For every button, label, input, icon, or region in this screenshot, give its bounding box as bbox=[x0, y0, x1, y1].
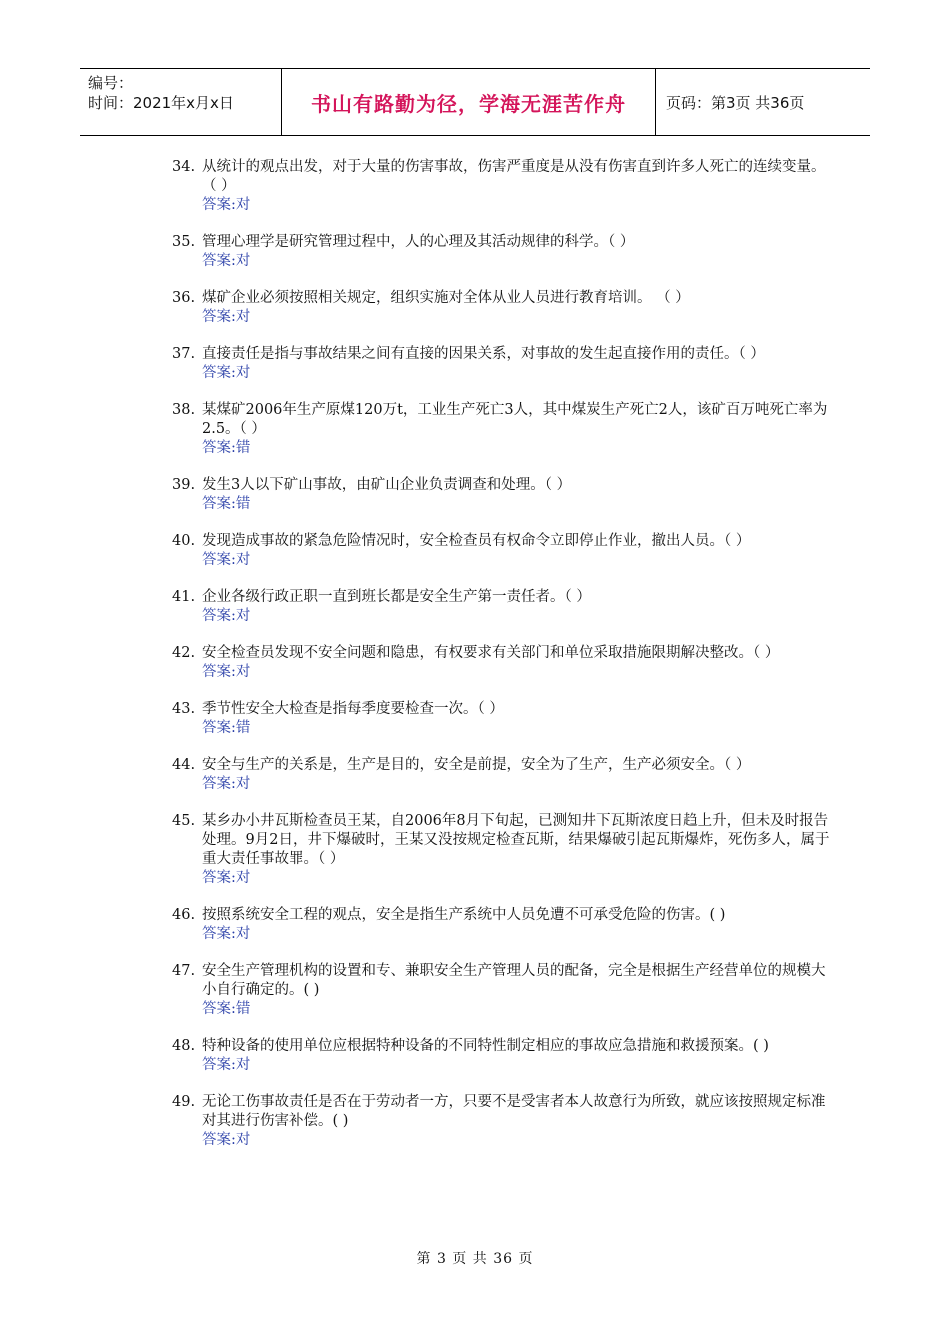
answer-label: 答案:对 bbox=[202, 1057, 251, 1073]
answer-label: 答案:错 bbox=[202, 720, 251, 736]
question-line bbox=[172, 812, 832, 869]
document-code-label: 编号： bbox=[88, 74, 134, 92]
question-text: 煤矿企业必须按照相关规定，组织实施对全体从业人员进行教育培训。 （ ） bbox=[202, 290, 690, 306]
question-item bbox=[172, 906, 832, 943]
answer-label: 答案:对 bbox=[202, 365, 251, 381]
question-item bbox=[172, 233, 832, 270]
answer-label: 答案:对 bbox=[202, 608, 251, 624]
question-item bbox=[172, 1037, 832, 1074]
question-item bbox=[172, 345, 832, 382]
question-number: 37. bbox=[172, 346, 196, 362]
question-text: 管理心理学是研究管理过程中，人的心理及其活动规律的科学。（ ） bbox=[202, 234, 635, 250]
question-item bbox=[172, 532, 832, 569]
question-item bbox=[172, 812, 832, 887]
question-line bbox=[172, 476, 832, 495]
question-number: 36. bbox=[172, 290, 196, 306]
question-line bbox=[172, 158, 832, 196]
question-text: 企业各级行政正职一直到班长都是安全生产第一责任者。（ ） bbox=[202, 589, 591, 605]
question-text: 安全检查员发现不安全问题和隐患，有权要求有关部门和单位采取措施限期解决整改。（ ） bbox=[202, 645, 780, 661]
page-header bbox=[80, 68, 870, 136]
question-item bbox=[172, 401, 832, 457]
question-item bbox=[172, 158, 832, 214]
question-line bbox=[172, 906, 832, 925]
question-number: 40. bbox=[172, 533, 196, 549]
answer-label: 答案:对 bbox=[202, 309, 251, 325]
question-item bbox=[172, 289, 832, 326]
question-text: 发现造成事故的紧急危险情况时，安全检查员有权命令立即停止作业，撤出人员。（ ） bbox=[202, 533, 751, 549]
question-line bbox=[172, 588, 832, 607]
question-item bbox=[172, 476, 832, 513]
question-number: 44. bbox=[172, 757, 196, 773]
answer-label: 答案:对 bbox=[202, 1132, 251, 1148]
answer-label: 答案:对 bbox=[202, 776, 251, 792]
answer-label: 答案:对 bbox=[202, 926, 251, 942]
question-number: 43. bbox=[172, 701, 196, 717]
answer-label: 答案:对 bbox=[202, 664, 251, 680]
question-number: 47. bbox=[172, 963, 196, 979]
question-text: 某煤矿2006年生产原煤120万t，工业生产死亡3人，其中煤炭生产死亡2人，该矿百万吨死亡率为2.5。（ ） bbox=[202, 402, 828, 437]
question-item bbox=[172, 756, 832, 793]
question-item bbox=[172, 1093, 832, 1149]
question-text: 安全与生产的关系是，生产是目的，安全是前提，安全为了生产，生产必须安全。（ ） bbox=[202, 757, 751, 773]
question-item bbox=[172, 700, 832, 737]
question-number: 46. bbox=[172, 907, 196, 923]
question-number: 39. bbox=[172, 477, 196, 493]
question-number: 35. bbox=[172, 234, 196, 250]
question-number: 38. bbox=[172, 402, 196, 418]
answer-label: 答案:对 bbox=[202, 253, 251, 269]
question-number: 42. bbox=[172, 645, 196, 661]
question-list bbox=[172, 158, 832, 1168]
question-line bbox=[172, 1093, 832, 1131]
question-line bbox=[172, 1037, 832, 1056]
header-motto: 书山有路勤为径，学海无涯苦作舟 bbox=[282, 69, 656, 135]
header-left-cell bbox=[80, 69, 282, 135]
question-text: 特种设备的使用单位应根据特种设备的不同特性制定相应的事故应急措施和救援预案。( ) bbox=[202, 1038, 769, 1054]
question-number: 48. bbox=[172, 1038, 196, 1054]
page-footer: 第 3 页 共 36 页 bbox=[416, 1251, 534, 1267]
answer-label: 答案:错 bbox=[202, 1001, 251, 1017]
answer-label: 答案:错 bbox=[202, 440, 251, 456]
question-number: 34. bbox=[172, 159, 196, 175]
question-text: 某乡办小井瓦斯检查员王某，自2006年8月下旬起，已测知井下瓦斯浓度日趋上升，但未及时报告处理。9月2日，井下爆破时，王某又没按规定检查瓦斯，结果爆破引起瓦斯爆炸，死伤多人，属于重大责任事故罪。（ ） bbox=[202, 813, 830, 867]
question-line bbox=[172, 532, 832, 551]
question-text: 季节性安全大检查是指每季度要检查一次。（ ） bbox=[202, 701, 504, 717]
answer-label: 答案:错 bbox=[202, 496, 251, 512]
question-item bbox=[172, 588, 832, 625]
question-text: 安全生产管理机构的设置和专、兼职安全生产管理人员的配备，完全是根据生产经营单位的规模大小自行确定的。( ) bbox=[202, 963, 826, 998]
question-item bbox=[172, 644, 832, 681]
question-line bbox=[172, 756, 832, 775]
answer-label: 答案:对 bbox=[202, 197, 251, 213]
question-line bbox=[172, 401, 832, 439]
question-number: 49. bbox=[172, 1094, 196, 1110]
question-line bbox=[172, 700, 832, 719]
question-text: 按照系统安全工程的观点，安全是指生产系统中人员免遭不可承受危险的伤害。( ) bbox=[202, 907, 726, 923]
question-item bbox=[172, 962, 832, 1018]
question-line bbox=[172, 962, 832, 1000]
document-date-label: 时间：2021年x月x日 bbox=[88, 94, 234, 112]
question-line bbox=[172, 289, 832, 308]
question-line bbox=[172, 233, 832, 252]
answer-label: 答案:对 bbox=[202, 552, 251, 568]
question-text: 发生3人以下矿山事故，由矿山企业负责调查和处理。（ ） bbox=[202, 477, 572, 493]
question-line bbox=[172, 345, 832, 364]
question-text: 无论工伤事故责任是否在于劳动者一方，只要不是受害者本人故意行为所致，就应该按照规定标准对其进行伤害补偿。( ) bbox=[202, 1094, 826, 1129]
question-number: 45. bbox=[172, 813, 196, 829]
header-page-label: 页码：第3页 共36页 bbox=[666, 93, 805, 112]
answer-label: 答案:对 bbox=[202, 870, 251, 886]
question-line bbox=[172, 644, 832, 663]
question-text: 从统计的观点出发，对于大量的伤害事故，伤害严重度是从没有伤害直到许多人死亡的连续变量。（ ） bbox=[202, 159, 826, 194]
question-text: 直接责任是指与事故结果之间有直接的因果关系，对事故的发生起直接作用的责任。（ ） bbox=[202, 346, 765, 362]
question-number: 41. bbox=[172, 589, 196, 605]
